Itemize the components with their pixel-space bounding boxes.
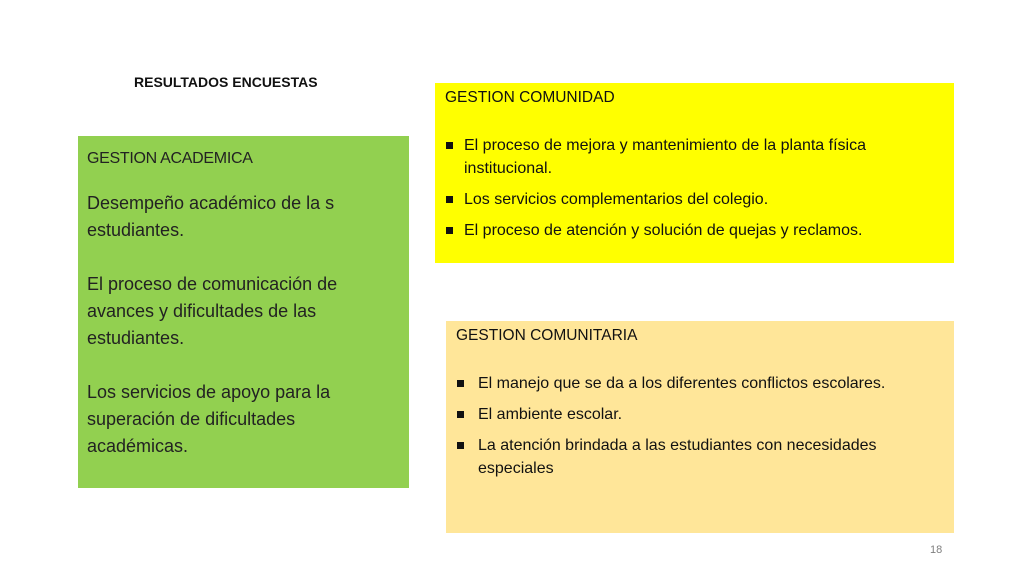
page-number: 18 — [930, 544, 943, 556]
gestion-comunidad-heading: GESTION COMUNIDAD — [445, 89, 615, 106]
slide-title: RESULTADOS ENCUESTAS — [134, 74, 318, 90]
list-item-text: El manejo que se da a los diferentes conflictos escolares. — [478, 375, 886, 392]
list-item — [445, 188, 944, 211]
gestion-academica-paragraph: Desempeño académico de la s estudiantes. — [87, 193, 335, 240]
gestion-comunitaria-heading: GESTION COMUNITARIA — [456, 327, 638, 344]
list-item — [445, 219, 944, 242]
list-item-text: El proceso de mejora y mantenimiento de la planta física institucional. — [464, 137, 866, 177]
square-bullet-icon — [446, 142, 453, 149]
list-item-text: La atención brindada a las estudiantes con necesidades especiales — [478, 437, 877, 477]
list-item — [445, 134, 944, 180]
gestion-comunitaria-box — [446, 321, 954, 533]
list-item-text: El ambiente escolar. — [478, 406, 623, 423]
list-item — [456, 372, 944, 395]
list-item-text: El proceso de atención y solución de quejas y reclamos. — [464, 222, 863, 239]
gestion-academica-box — [78, 136, 409, 488]
list-item-text: Los servicios complementarios del colegio. — [464, 191, 769, 208]
list-item — [456, 403, 944, 426]
list-item — [456, 434, 944, 480]
square-bullet-icon — [457, 442, 464, 449]
square-bullet-icon — [457, 380, 464, 387]
gestion-comunidad-box — [435, 83, 954, 263]
gestion-comunidad-list — [445, 134, 944, 242]
square-bullet-icon — [446, 196, 453, 203]
square-bullet-icon — [457, 411, 464, 418]
gestion-academica-paragraph: El proceso de comunicación de avances y dificultades de las estudiantes. — [87, 274, 338, 348]
gestion-comunitaria-list — [456, 372, 944, 480]
square-bullet-icon — [446, 227, 453, 234]
gestion-academica-heading: GESTION ACADEMICA — [87, 150, 253, 167]
gestion-academica-paragraph: Los servicios de apoyo para la superación de dificultades académicas. — [87, 382, 331, 456]
